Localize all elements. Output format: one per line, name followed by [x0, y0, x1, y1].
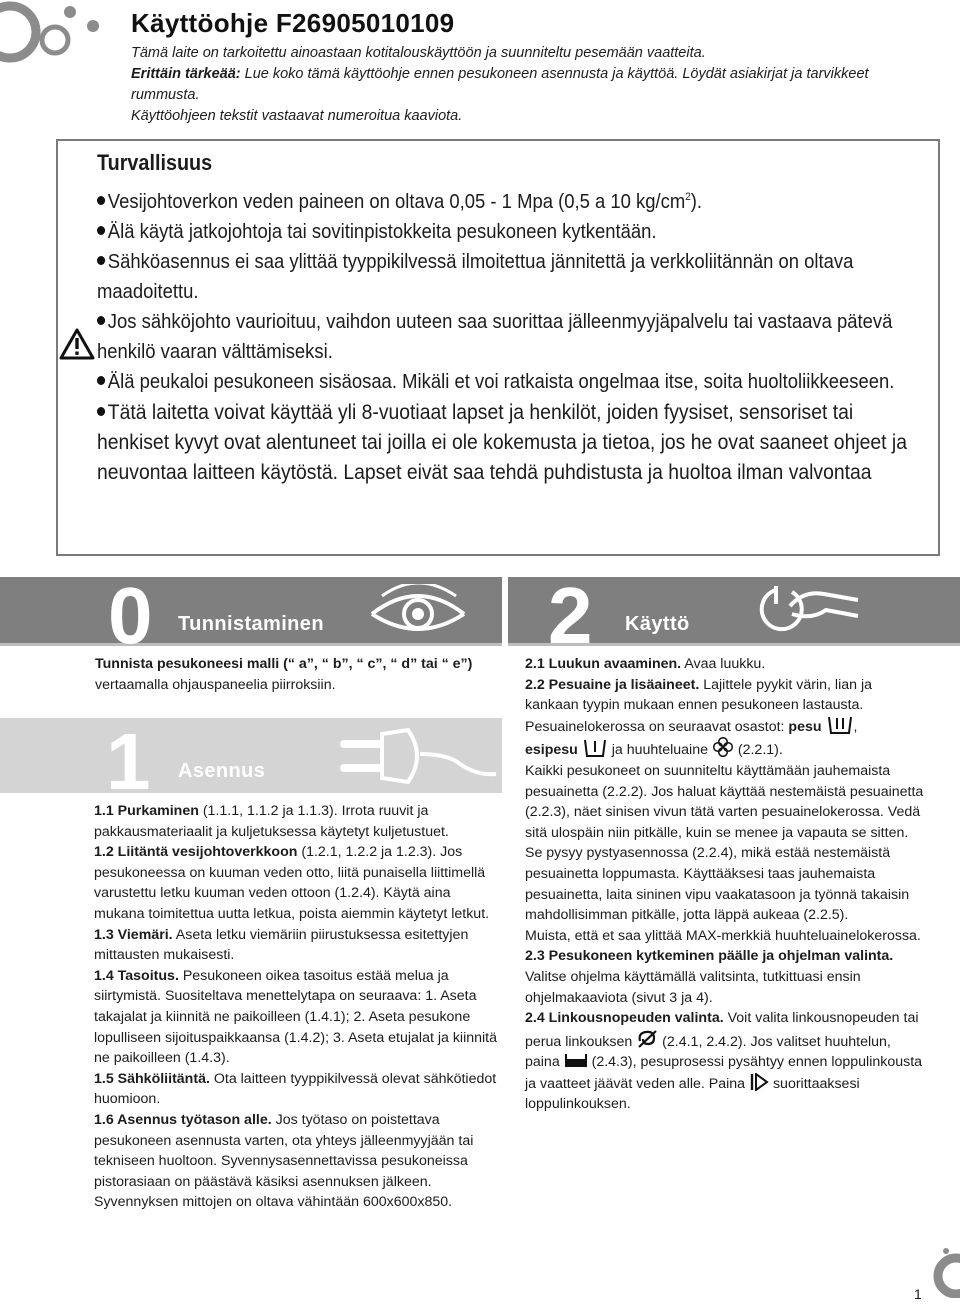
safety-item: Vesijohtoverkon veden paineen on oltava 0,05 - 1 Mpa (0,5 a 10 $kg/cm^2$). [97, 182, 927, 217]
intro-line: Tämä laite on tarkoitettu ainoastaan kotitalouskäyttöön ja suunniteltu pesemään vaatteita. [131, 45, 706, 61]
section-2-number: 2 [548, 571, 593, 660]
paragraph: 2.3 Pesukoneen kytkeminen päälle ja ohjelman valinta. Valitse ohjelma käyttämällä valitsinta, tutkittuasi ensin ohjelmakaaviota (sivut 3 ja 4). [525, 948, 894, 1006]
document-title: Käyttöohje F26905010109 [131, 8, 455, 38]
paragraph: 2.2 Pesuaine ja lisäaineet. Lajittele pyykit värin, lian ja kankaan tyypin mukaan ennen pesukoneen lastausta. [525, 676, 872, 714]
paragraph: 1.5 Sähköliitäntä. Ota laitteen tyyppikilvessä olevat sähkötiedot huomioon. [94, 1070, 497, 1108]
section-2-text [525, 654, 925, 1115]
section-0-text: Tunnista pesukoneesi malli (“ a”, “ b”, “ c”, “ d” tai “ e”) vertaamalla ohjauspaneelia piirroksiin. [95, 656, 473, 693]
paragraph: 2.4 Linkousnopeuden valinta. Voit valita linkousnopeuden tai perua linkouksen (2.4.1, 2.4.2). Jos valitset huuhtelun, paina (2.4.3), pesuprosessi pysähtyy ennen loppulinkousta ja vaatteet jäävät veden alle. Paina suorittaaksesi loppulinkouksen. [525, 1010, 923, 1113]
section-1-number: 1 [106, 717, 151, 806]
decorative-circle [924, 1248, 960, 1298]
prewash-icon [582, 739, 608, 757]
safety-item: Älä käytä jatkojohtoja tai sovitinpistokkeita pesukoneen kytkentään. [97, 217, 927, 247]
paragraph: 1.1 Purkaminen (1.1.1, 1.1.2 ja 1.1.3). Irrota ruuvit ja pakkausmateriaalit ja kuljetuksessa käytetyt kuljetustuet. [94, 803, 449, 840]
safety-item: Jos sähköjohto vaurioituu, vaihdon uuteen saa suorittaa jälleenmyyjäpalvelu tai vastaava pätevä henkilö vaaran välttämiseksi. [97, 309, 893, 363]
page-number: 1 [914, 1286, 922, 1302]
important-text: Lue koko tämä käyttöohje ennen pesukoneen asennusta ja käyttöä. Löydät asiakirjat ja tarvikkeet rummusta. [131, 66, 869, 103]
paragraph: Muista, että et saa ylittää MAX-merkkiä huuhteluainelokerossa. [525, 927, 921, 944]
section-2-title: Käyttö [625, 613, 690, 635]
section-1-text [94, 801, 504, 1213]
safety-item: Tätä laitetta voivat käyttää yli 8-vuotiaat lapset ja henkilöt, joiden fyysiset, sensoriset tai henkiset kyvyt ovat alentuneet tai joilla ei ole kokemusta ja tietoa, jos he ovat saaneet ohjeet ja neuvontaa laitteen käytöstä. Lapset eivät saa tehdä puhdistusta ja huoltoa ilman valvontaa [97, 399, 907, 484]
start-pause-icon [749, 1073, 769, 1091]
paragraph: esipesu ja huuhteluaine (2.2.1). [525, 737, 925, 761]
paragraph: 1.2 Liitäntä vesijohtoverkkoon (1.2.1, 1.2.2 ja 1.2.3). Jos pesukoneessa on kuuman veden otto, liitä punaisella liittimellä varustettu letku kuuman veden ottoon (1.2.4). Käytä aina mukana toimitettua uutta letkua, poista aiemmin käytetyt letkut. [94, 844, 490, 922]
rinse-hold-icon [564, 1053, 588, 1069]
identify-model-label: Tunnista pesukoneesi malli (“ a”, “ b”, “ c”, “ d” tai “ e”) [95, 656, 473, 672]
paragraph: 1.3 Viemäri. Aseta letku viemäriin piirustuksessa esitettyjen mittausten mukaisesti. [94, 926, 469, 964]
paragraph: Kaikki pesukoneet on suunniteltu käyttämään jauhemaista pesuainetta (2.2.2). Jos haluat käyttää nestemäistä pesuainetta (2.2.3), näet sinisen vivun tätä varten pesuainelokerossa. Vedä sitä ulospäin niin pitkälle, kuin se menee ja vapauta se sitten. Se pysyy pystyasennossa (2.2.4), mikä estää nestemäistä pesuainetta loppumasta. Käyttääksesi taas jauhemaista pesuainetta, laita sininen vipu vaakatasoon ja työnnä takaisin mahdollisimman pitkälle, jotta läppä aukeaa (2.2.5). [525, 762, 924, 924]
section-0-title: Tunnistaminen [178, 613, 324, 635]
safety-list [97, 182, 927, 487]
warning-icon [59, 328, 95, 360]
eye-icon [368, 584, 468, 640]
section-0-number: 0 [108, 571, 153, 660]
button-press-icon [752, 580, 862, 640]
section-1-title: Asennus [178, 760, 266, 782]
document-header [131, 8, 941, 127]
main-wash-icon [826, 716, 854, 734]
plug-icon [338, 724, 498, 792]
no-spin-icon [636, 1029, 658, 1049]
paragraph: 1.4 Tasoitus. Pesukoneen oikea tasoitus estää melua ja siirtymistä. Suositeltava menettelytapa on seuraava: 1. Aseta takajalat ja kiinnitä ne paikoilleen (1.4.1); 2. Aseta pesukone lopulliseen sijoituspaikkaansa (1.4.2); 3. Aseta etujalat ja kiinnitä ne paikoilleen (1.4.3). [94, 967, 498, 1067]
paragraph: 2.1 Luukun avaaminen. Avaa luukku. [525, 656, 766, 672]
safety-title: Turvallisuus [97, 150, 213, 175]
safety-item: Sähköasennus ei saa ylittää tyyppikilvessä ilmoitettua jännitettä ja verkkoliitännän on oltava maadoitettu. [97, 249, 854, 303]
paragraph: Pesuainelokerossa on seuraavat osastot: pesu , [525, 716, 925, 738]
important-label: Erittäin tärkeää: [131, 66, 241, 82]
safety-item: Älä peukaloi pesukoneen sisäosaa. Mikäli et voi ratkaista ongelmaa itse, soita huoltoliikkeeseen. [97, 367, 927, 397]
decorative-circles [0, 0, 110, 75]
numbering-note: Käyttöohjeen tekstit vastaavat numeroitua kaaviota. [131, 108, 463, 124]
paragraph: 1.6 Asennus työtason alle. Jos työtaso on poistettava pesukoneen asennusta varten, ota yhteys jälleenmyyjään tai tekniseen huoltoon. Syvennysasennettavissa pesukoneissa pistorasiaan on päästävä käsiksi asennuksen jälkeen. Syvennyksen mittojen on oltava vähintään 600x600x850. [94, 1111, 474, 1211]
softener-flower-icon [712, 737, 734, 757]
important-note [131, 64, 941, 106]
